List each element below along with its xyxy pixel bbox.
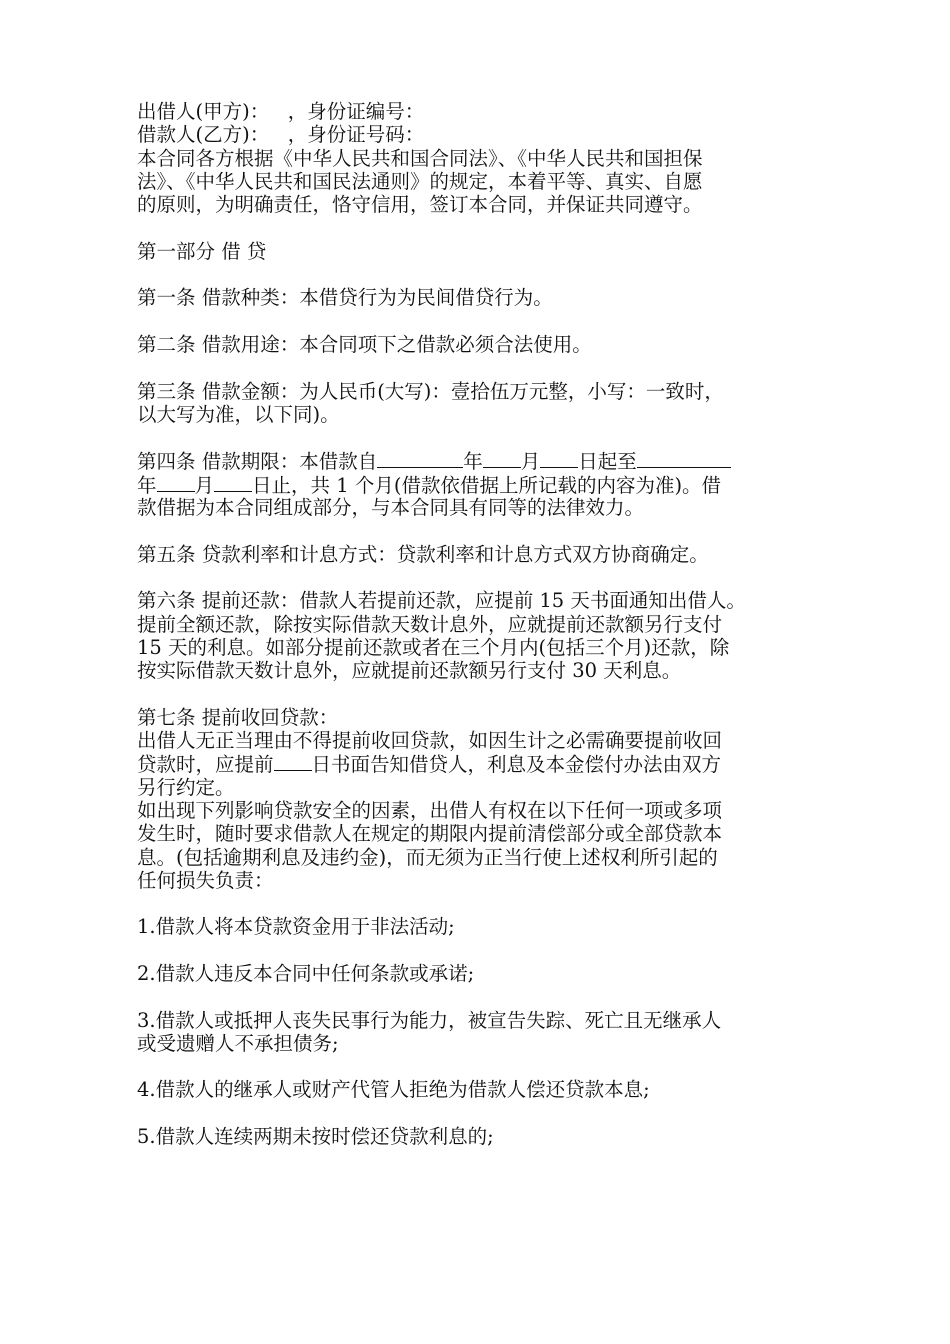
list-item: 3.借款人或抵押人丧失民事行为能力，被宣告失踪、死亡且无继承人 <box>137 1008 722 1032</box>
list-item: 5.借款人连续两期未按时偿还贷款利息的; <box>137 1125 494 1149</box>
article-7-text: 日书面告知借贷人，利息及本金偿付办法由双方 <box>311 753 722 777</box>
preamble-line: 本合同各方根据《中华人民共和国合同法》、《中华人民共和国担保 <box>137 146 703 170</box>
contract-document <box>137 100 827 1148</box>
article-4-text: 年 <box>463 450 483 474</box>
list-item: 4.借款人的继承人或财产代管人拒绝为借款人偿还贷款本息; <box>137 1078 650 1102</box>
article-4-text: 月 <box>194 473 215 497</box>
article-4-text: 第四条 借款期限：本借款自 <box>137 450 378 474</box>
part-title: 第一部分 借 贷 <box>137 239 267 263</box>
article-4-text: 月 <box>520 450 541 474</box>
article-3-line: 以大写为准，以下同)。 <box>137 402 340 426</box>
article-7-line: 另行约定。 <box>137 775 235 799</box>
article-7-line: 如出现下列影响贷款安全的因素，出借人有权在以下任何一项或多项 <box>137 798 723 822</box>
article-6-line: 提前全额还款，除按实际借款天数计息外，应就提前还款额另行支付 <box>137 612 723 636</box>
article-7-title: 第七条 提前收回贷款： <box>137 705 339 729</box>
preamble-line: 法》、《中华人民共和国民法通则》的规定，本着平等、真实、自愿 <box>137 169 703 193</box>
article-3-line: 第三条 借款金额：为人民币(大写)：壹拾伍万元整，小写：一致时， <box>137 379 724 403</box>
article-2: 第二条 借款用途：本合同项下之借款必须合法使用。 <box>137 332 592 356</box>
article-7-line: 发生时，随时要求借款人在规定的期限内提前清偿部分或全部贷款本 <box>137 822 723 846</box>
blank-year-end[interactable] <box>637 449 731 468</box>
article-4-line <box>137 449 827 472</box>
article-6-line: 第六条 提前还款：借款人若提前还款，应提前 15 天书面通知出借人。 <box>137 589 746 613</box>
article-7-line: 息。(包括逾期利息及违约金)，而无须为正当行使上述权利所引起的 <box>137 845 718 869</box>
blank-month-start[interactable] <box>483 449 521 468</box>
article-7-line <box>137 752 827 775</box>
blank-day-start[interactable] <box>540 449 578 468</box>
blank-year-start[interactable] <box>377 449 463 468</box>
article-4-line <box>137 473 827 496</box>
article-4-text: 日止，共 1 个月(借款依借据上所记载的内容为准)。借 <box>252 473 722 497</box>
article-5: 第五条 贷款利率和计息方式：贷款利率和计息方式双方协商确定。 <box>137 542 709 566</box>
lender-line: 出借人(甲方)： ，身份证编号： <box>137 100 425 123</box>
blank-month-end[interactable] <box>157 473 195 492</box>
article-7-line: 出借人无正当理由不得提前收回贷款，如因生计之必需确要提前收回 <box>137 729 723 753</box>
article-4-text: 日起至 <box>578 450 637 474</box>
borrower-line: 借款人(乙方)： ，身份证号码： <box>137 123 425 147</box>
list-item: 或受遗赠人不承担债务; <box>137 1031 339 1055</box>
article-6-line: 按实际借款天数计息外，应就提前还款额另行支付 30 天利息。 <box>137 659 682 683</box>
article-1: 第一条 借款种类：本借贷行为为民间借贷行为。 <box>137 286 553 310</box>
blank-day-end[interactable] <box>214 473 252 492</box>
preamble-line: 的原则，为明确责任，恪守信用，签订本合同，并保证共同遵守。 <box>137 193 703 217</box>
article-7-line: 任何损失负责： <box>137 868 274 892</box>
article-7-text: 贷款时，应提前 <box>137 753 274 777</box>
article-6-line: 15 天的利息。如部分提前还款或者在三个月内(包括三个月)还款，除 <box>137 635 730 659</box>
article-4-line: 款借据为本合同组成部分，与本合同具有同等的法律效力。 <box>137 496 645 520</box>
blank-notice-days[interactable] <box>274 752 312 771</box>
article-4-text: 年 <box>137 473 157 497</box>
list-item: 1.借款人将本贷款资金用于非法活动; <box>137 915 455 939</box>
list-item: 2.借款人违反本合同中任何条款或承诺; <box>137 961 475 985</box>
